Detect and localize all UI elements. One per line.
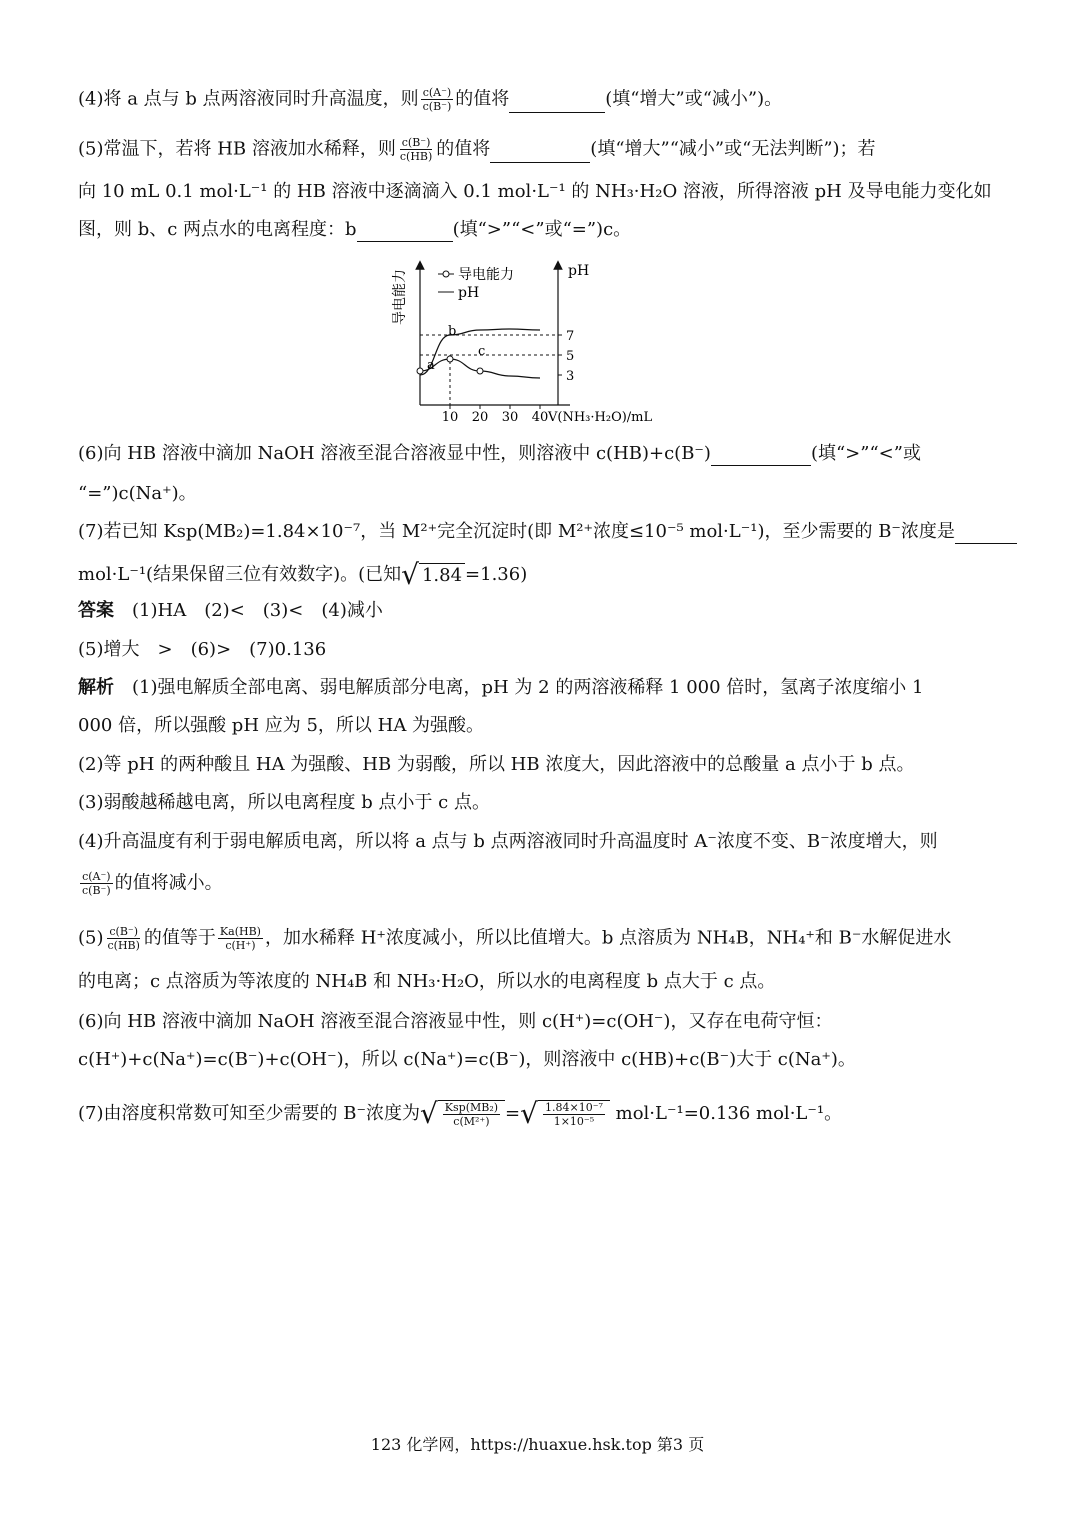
analysis-p4: (4)升高温度有利于弱电解质电离，所以将 a 点与 b 点两溶液同时升高温度时 A⁻浓度不变、B⁻浓度增大，则 xyxy=(78,831,938,852)
question-6: (6)向 HB 溶液中滴加 NaOH 溶液至混合溶液显中性，则溶液中 c(HB)+c(B⁻) (填“>”“<”或 xyxy=(78,443,921,464)
x-tick-label-10: 10 xyxy=(441,410,459,425)
titration-chart xyxy=(390,255,700,430)
q4-text: (4)将 a 点与 b 点两溶液同时升高温度，则 xyxy=(78,88,419,110)
q6-line2: “=”)c(Na⁺)。 xyxy=(78,483,197,504)
analysis-p1: 解析 (1)强电解质全部电离、弱电解质部分电离，pH 为 2 的两溶液稀释 1 000 倍时，氢离子浓度缩小 1 xyxy=(78,677,924,698)
point-marker-a xyxy=(417,368,423,374)
analysis-p1b: 000 倍，所以强酸 pH 应为 5，所以 HA 为强酸。 xyxy=(78,715,485,736)
analysis-p3: (3)弱酸越稀越电离，所以电离程度 b 点小于 c 点。 xyxy=(78,792,490,813)
analysis-label: 解析 xyxy=(78,677,114,698)
analysis-p7: (7)由溶度积常数可知至少需要的 B⁻浓度为 √ $\frac{\text{Ksp(MB₂)}}{\text{c(M²⁺)}}$ = √ $\frac{\text{1.84×10⁻⁷}}{\text{1×10⁻⁵}}$ mol·L⁻¹=0.136 mol·L⁻¹。 xyxy=(78,1097,843,1130)
question-4: (4)将 a 点与 b 点两溶液同时升高温度，则 $\frac{c(A^-)}{c(B^-)}$ 的值将 (填“增大”或“减小”)。 xyxy=(78,86,783,113)
point-label-b: b xyxy=(448,324,457,339)
x-tick-label-20: 20 xyxy=(471,410,489,425)
question-5: (5)常温下，若将 HB 溶液加水稀释，则 $\frac{c(B^-)}{c(HB)}$ 的值将 (填“增大”“减小”或“无法判断”)；若 xyxy=(78,136,876,163)
right-tick-label-5: 5 xyxy=(566,349,575,364)
q4-fraction: $\frac{c(A^-)}{c(B^-)}$ xyxy=(422,86,452,113)
sqrt-expression: √ 1.84 xyxy=(401,561,465,589)
left-axis-label: 导电能力 xyxy=(392,269,408,325)
answer-blank[interactable] xyxy=(711,447,811,466)
x-tick-label-40: 40 xyxy=(531,410,549,425)
legend-marker-conductivity xyxy=(443,271,449,277)
page-footer: 123 化学网，https://huaxue.hsk.top 第3 页 xyxy=(370,1435,705,1454)
legend-label-conductivity: 导电能力 xyxy=(458,267,514,283)
answer-line-1: 答案 (1)HA (2)< (3)< (4)减小 xyxy=(78,600,383,621)
analysis-p4b: $\frac{c(A^-)}{c(B^-)}$ 的值将减小。 xyxy=(82,870,223,897)
answer-label: 答案 xyxy=(78,600,114,621)
question-7: (7)若已知 Ksp(MB₂)=1.84×10⁻⁷，当 M²⁺完全沉淀时(即 M²⁺浓度≤10⁻⁵ mol·L⁻¹)，至少需要的 B⁻浓度是 xyxy=(78,520,1017,544)
analysis-p6: (6)向 HB 溶液中滴加 NaOH 溶液至混合溶液显中性，则 c(H⁺)=c(OH⁻)，又存在电荷守恒： xyxy=(78,1011,833,1032)
q5-fraction: $\frac{c(B^-)}{c(HB)}$ xyxy=(399,136,433,163)
right-tick-label-7: 7 xyxy=(566,329,575,344)
answer-blank[interactable] xyxy=(955,525,1017,544)
analysis-p5b: 的电离；c 点溶质为等浓度的 NH₄B 和 NH₃·H₂O，所以水的电离程度 b 点大于 c 点。 xyxy=(78,971,776,992)
analysis-p5: (5) $\frac{c(B^-)}{c(HB)}$ 的值等于 $\frac{Ka(HB)}{c(H^+)}$ ，加水稀释 H⁺浓度减小，所以比值增大。b 点溶质为 NH₄B，NH₄⁺和 B⁻水解促进水 xyxy=(78,925,952,952)
point-marker-c xyxy=(477,368,483,374)
q5-line2: 向 10 mL 0.1 mol·L⁻¹ 的 HB 溶液中逐滴滴入 0.1 mol·L⁻¹ 的 NH₃·H₂O 溶液，所得溶液 pH 及导电能力变化如 xyxy=(78,181,992,202)
point-label-c: c xyxy=(478,344,486,359)
answer-blank[interactable] xyxy=(509,94,605,113)
right-axis-label: pH xyxy=(568,263,590,279)
q7-line2: mol·L⁻¹(结果保留三位有效数字)。(已知 √ 1.84 =1.36) xyxy=(78,558,528,591)
answer-blank[interactable] xyxy=(490,144,590,163)
answer-blank[interactable] xyxy=(357,223,453,242)
x-axis-label: V(NH₃·H₂O)/mL xyxy=(548,410,653,425)
point-label-a: a xyxy=(427,358,435,373)
legend-label-ph: pH xyxy=(458,285,480,301)
analysis-p6b: c(H⁺)+c(Na⁺)=c(B⁻)+c(OH⁻)，所以 c(Na⁺)=c(B⁻)，则溶液中 c(HB)+c(B⁻)大于 c(Na⁺)。 xyxy=(78,1049,856,1070)
x-tick-label-30: 30 xyxy=(501,410,519,425)
answer-line-2: (5)增大 > (6)> (7)0.136 xyxy=(78,639,327,660)
point-marker-b xyxy=(447,356,453,362)
right-tick-label-3: 3 xyxy=(566,369,575,384)
q5-line3: 图，则 b、c 两点水的电离程度：b (填“>”“<”或“=”)c。 xyxy=(78,219,632,240)
analysis-p2: (2)等 pH 的两种酸且 HA 为强酸、HB 为弱酸，所以 HB 浓度大，因此溶液中的总酸量 a 点小于 b 点。 xyxy=(78,754,915,775)
